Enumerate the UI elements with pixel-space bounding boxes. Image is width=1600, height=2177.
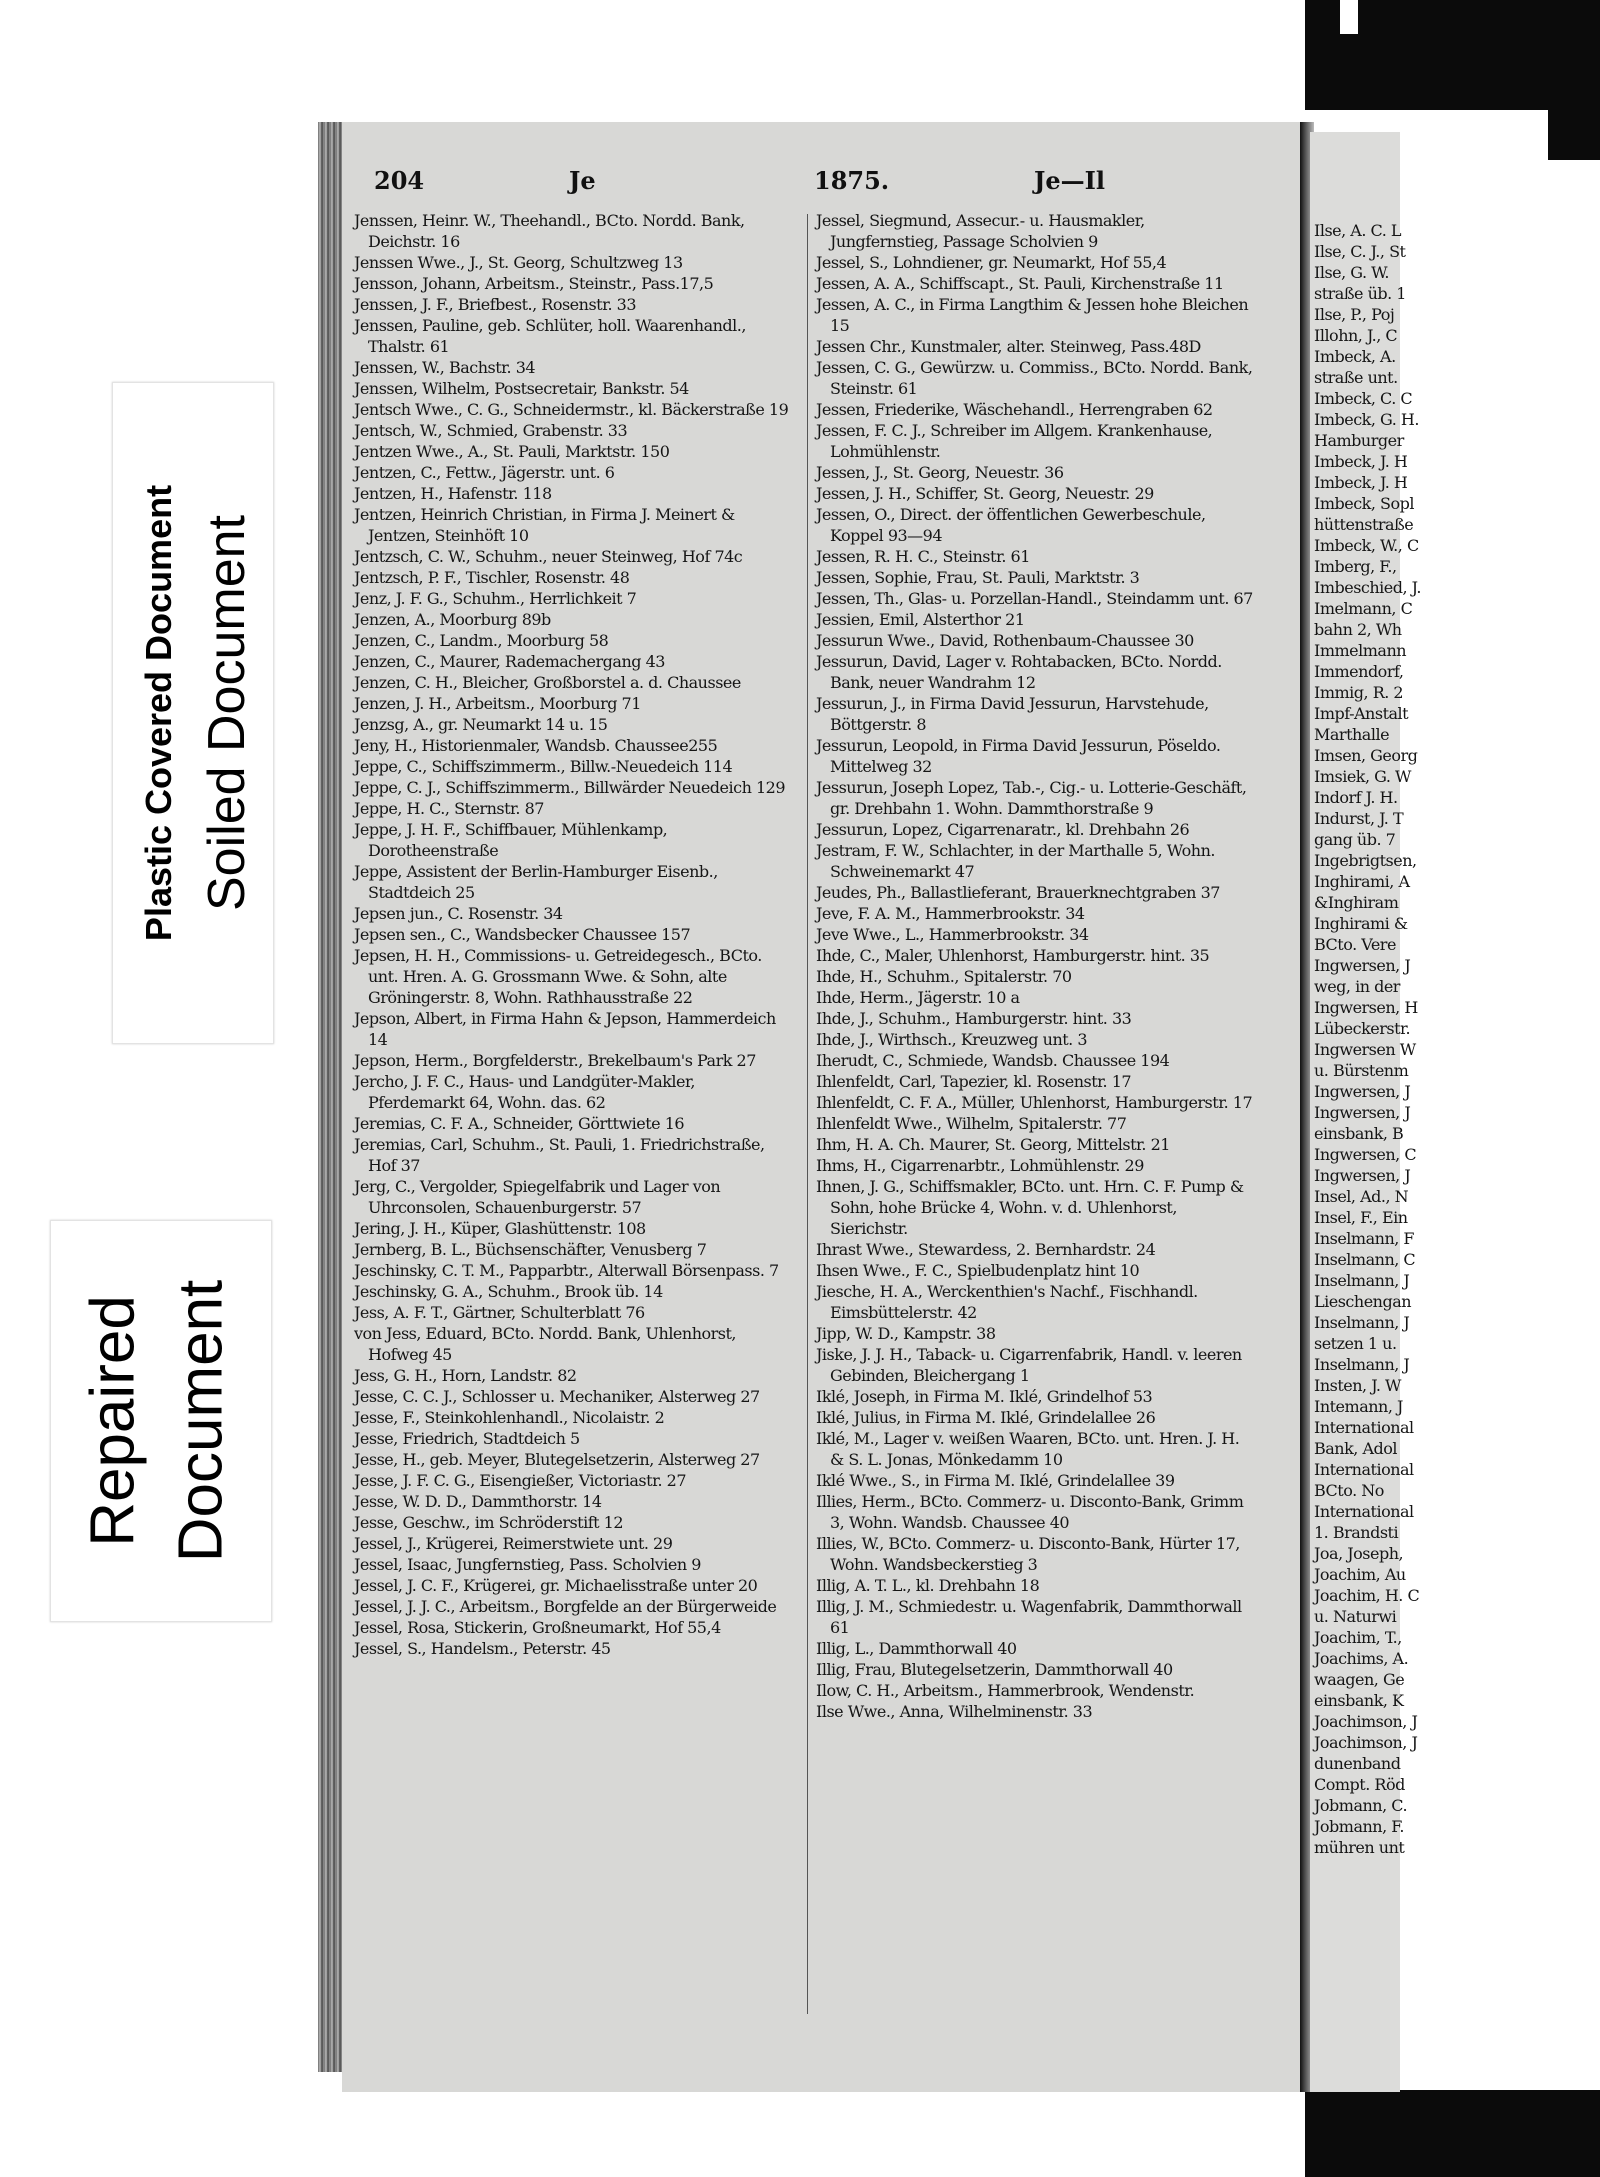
directory-entry: Ihde, C., Maler, Uhlenhorst, Hamburgerstr. hint. 35 bbox=[816, 946, 1210, 965]
directory-entry: Jenssen, Wilhelm, Postsecretair, Bankstr. 54 bbox=[354, 379, 689, 398]
directory-entry: waagen, Ge bbox=[1314, 1670, 1405, 1689]
directory-entry: einsbank, B bbox=[1314, 1124, 1404, 1143]
directory-entry: Imbeck, Sopl bbox=[1314, 494, 1414, 513]
directory-entry: Jepsen, H. H., Commissions- u. Getreidegesch., BCto. unt. Hren. A. G. Grossmann Wwe. & Sohn, alte Gröningerstr. 8, Wohn. Rathhausstraße 22 bbox=[354, 946, 762, 1007]
directory-entry: Lübeckerstr. bbox=[1314, 1019, 1411, 1038]
repaired-label-line1: Repaired bbox=[78, 1295, 148, 1547]
directory-entry: Joachimson, J bbox=[1314, 1712, 1418, 1731]
directory-entry: Ingwersen, J bbox=[1314, 1082, 1411, 1101]
directory-entry: Jessen, F. C. J., Schreiber im Allgem. Krankenhause, Lohmühlenstr. bbox=[816, 421, 1213, 461]
directory-entry: Jessen, J. H., Schiffer, St. Georg, Neuestr. 29 bbox=[816, 484, 1154, 503]
directory-entry: mühren unt bbox=[1314, 1838, 1405, 1857]
directory-entry: setzen 1 u. bbox=[1314, 1334, 1397, 1353]
directory-entry: Jeschinsky, G. A., Schuhm., Brook üb. 14 bbox=[354, 1282, 663, 1301]
directory-entry: Jeppe, C., Schiffszimmerm., Billw.-Neuedeich 114 bbox=[354, 757, 733, 776]
right-key: Je—Il bbox=[1034, 166, 1105, 195]
directory-entry: Jessel, S., Handelsm., Peterstr. 45 bbox=[354, 1639, 611, 1658]
directory-entry: Jessien, Emil, Alsterthor 21 bbox=[816, 610, 1025, 629]
directory-entry: Imbeck, J. H bbox=[1314, 473, 1408, 492]
directory-entry: Inselmann, F bbox=[1314, 1229, 1415, 1248]
directory-entry: Imelmann, C bbox=[1314, 599, 1413, 618]
directory-entry: Ingwersen, J bbox=[1314, 956, 1411, 975]
directory-entry: Imbeck, G. H. bbox=[1314, 410, 1419, 429]
directory-entry: Jessen, Th., Glas- u. Porzellan-Handl., Steindamm unt. 67 bbox=[816, 589, 1253, 608]
directory-entry: Imbeck, A. bbox=[1314, 347, 1396, 366]
directory-entry: Jenz, J. F. G., Schuhm., Herrlichkeit 7 bbox=[354, 589, 637, 608]
directory-entry: Jessen, C. G., Gewürzw. u. Commiss., BCto. Nordd. Bank, Steinstr. 61 bbox=[816, 358, 1253, 398]
directory-entry: Illig, J. M., Schmiedestr. u. Wagenfabrik, Dammthorwall 61 bbox=[816, 1597, 1242, 1637]
directory-entry: Jesse, H., geb. Meyer, Blutegelsetzerin, Alsterweg 27 bbox=[354, 1450, 760, 1469]
directory-entry: Jessel, Rosa, Stickerin, Großneumarkt, Hof 55,4 bbox=[354, 1618, 721, 1637]
directory-entry: Jepson, Albert, in Firma Hahn & Jepson, Hammerdeich 14 bbox=[354, 1009, 776, 1049]
directory-entry: Bank, Adol bbox=[1314, 1439, 1398, 1458]
directory-entry: Insel, F., Ein bbox=[1314, 1208, 1408, 1227]
directory-entry: Jenzen, C., Landm., Moorburg 58 bbox=[354, 631, 609, 650]
directory-entry: Jeny, H., Historienmaler, Wandsb. Chaussee255 bbox=[354, 736, 718, 755]
condition-label-card bbox=[112, 382, 274, 1044]
directory-entry: Intemann, J bbox=[1314, 1397, 1403, 1416]
directory-entry: Jentzen, H., Hafenstr. 118 bbox=[354, 484, 552, 503]
directory-entry: Jering, J. H., Küper, Glashüttenstr. 108 bbox=[354, 1219, 646, 1238]
film-edge-gap bbox=[1340, 0, 1358, 34]
directory-entry: Jentzsch, P. F., Tischler, Rosenstr. 48 bbox=[354, 568, 630, 587]
directory-entry: Jeppe, J. H. F., Schiffbauer, Mühlenkamp, Dorotheenstraße bbox=[354, 820, 668, 860]
directory-entry: Ilse, G. W. bbox=[1314, 263, 1389, 282]
directory-entry: Jentzsch, C. W., Schuhm., neuer Steinweg, Hof 74c bbox=[354, 547, 743, 566]
directory-entry: Ingebrigtsen, bbox=[1314, 851, 1417, 870]
directory-entry: Jobmann, F. bbox=[1314, 1817, 1404, 1836]
directory-entry: Iklé, Joseph, in Firma M. Iklé, Grindelhof 53 bbox=[816, 1387, 1153, 1406]
directory-entry: Jenzen, C., Maurer, Rademachergang 43 bbox=[354, 652, 665, 671]
directory-entry: Ihde, Herm., Jägerstr. 10 a bbox=[816, 988, 1020, 1007]
directory-entry: u. Naturwi bbox=[1314, 1607, 1397, 1626]
directory-entry: Jessen, A. C., in Firma Langthim & Jessen hohe Bleichen 15 bbox=[816, 295, 1249, 335]
directory-entry: Jepsen jun., C. Rosenstr. 34 bbox=[354, 904, 563, 923]
directory-entry: Immendorf, bbox=[1314, 662, 1404, 681]
directory-entry: Jentsch, W., Schmied, Grabenstr. 33 bbox=[354, 421, 628, 440]
directory-entry: Inghirami, A bbox=[1314, 872, 1410, 891]
directory-entry: Ihlenfeldt, Carl, Tapezier, kl. Rosenstr. 17 bbox=[816, 1072, 1132, 1091]
directory-entry: Compt. Röd bbox=[1314, 1775, 1405, 1794]
directory-entry: Jeppe, Assistent der Berlin-Hamburger Eisenb., Stadtdeich 25 bbox=[354, 862, 718, 902]
directory-entry: Jiske, J. J. H., Taback- u. Cigarrenfabrik, Handl. v. leeren Gebinden, Bleichergang 1 bbox=[816, 1345, 1242, 1385]
directory-entry: Joachim, T., bbox=[1314, 1628, 1402, 1647]
directory-entry: Iklé, Julius, in Firma M. Iklé, Grindelallee 26 bbox=[816, 1408, 1156, 1427]
directory-entry: Jesse, C. C. J., Schlosser u. Mechaniker, Alsterweg 27 bbox=[354, 1387, 760, 1406]
directory-entry: Imberg, F., bbox=[1314, 557, 1397, 576]
directory-entry: BCto. No bbox=[1314, 1481, 1384, 1500]
directory-entry: Jeve, F. A. M., Hammerbrookstr. 34 bbox=[816, 904, 1085, 923]
directory-entry: Immig, R. 2 bbox=[1314, 683, 1404, 702]
directory-entry: 1. Brandsti bbox=[1314, 1523, 1399, 1542]
year: 1875. bbox=[814, 166, 890, 195]
directory-entry: Joachim, H. C bbox=[1314, 1586, 1420, 1605]
directory-entry: Jessurun, David, Lager v. Rohtabacken, BCto. Nordd. Bank, neuer Wandrahm 12 bbox=[816, 652, 1222, 692]
directory-entry: Inselmann, J bbox=[1314, 1313, 1410, 1332]
directory-entry: Ihms, H., Cigarrenarbtr., Lohmühlenstr. 29 bbox=[816, 1156, 1144, 1175]
directory-entry: weg, in der bbox=[1314, 977, 1400, 996]
left-column bbox=[354, 210, 794, 2040]
directory-entry: International bbox=[1314, 1502, 1414, 1521]
directory-entry: Jentzen, C., Fettw., Jägerstr. unt. 6 bbox=[354, 463, 615, 482]
directory-entry: Inselmann, J bbox=[1314, 1355, 1410, 1374]
directory-entry: Jessen, A. A., Schiffscapt., St. Pauli, Kirchenstraße 11 bbox=[816, 274, 1224, 293]
directory-entry: hüttenstraße bbox=[1314, 515, 1414, 534]
directory-entry: Jernberg, B. L., Büchsenschäfter, Venusberg 7 bbox=[354, 1240, 707, 1259]
directory-entry: u. Bürstenm bbox=[1314, 1061, 1409, 1080]
directory-entry: Jenssen Wwe., J., St. Georg, Schultzweg 13 bbox=[354, 253, 683, 272]
directory-entry: BCto. Vere bbox=[1314, 935, 1396, 954]
directory-entry: Jenzsg, A., gr. Neumarkt 14 u. 15 bbox=[354, 715, 608, 734]
directory-entry: Jessurun, Lopez, Cigarrenaratr., kl. Drehbahn 26 bbox=[816, 820, 1190, 839]
directory-entry: bahn 2, Wh bbox=[1314, 620, 1402, 639]
directory-entry: Jess, G. H., Horn, Landstr. 82 bbox=[354, 1366, 577, 1385]
directory-entry: Jenzen, J. H., Arbeitsm., Moorburg 71 bbox=[354, 694, 641, 713]
directory-entry: Jessen Chr., Kunstmaler, alter. Steinweg, Pass.48D bbox=[816, 337, 1201, 356]
directory-entry: Illig, A. T. L., kl. Drehbahn 18 bbox=[816, 1576, 1040, 1595]
directory-entry: Jessen, O., Direct. der öffentlichen Gewerbeschule, Koppel 93—94 bbox=[816, 505, 1206, 545]
directory-entry: Jessel, Isaac, Jungfernstieg, Pass. Scholvien 9 bbox=[354, 1555, 701, 1574]
directory-entry: Jeve Wwe., L., Hammerbrookstr. 34 bbox=[816, 925, 1089, 944]
directory-entry: Ihde, H., Schuhm., Spitalerstr. 70 bbox=[816, 967, 1072, 986]
directory-entry: Joachim, Au bbox=[1314, 1565, 1406, 1584]
page-header bbox=[374, 166, 1284, 206]
directory-entry: &Inghiram bbox=[1314, 893, 1399, 912]
directory-entry: Jessurun Wwe., David, Rothenbaum-Chaussee 30 bbox=[816, 631, 1194, 650]
directory-entry: Ingwersen W bbox=[1314, 1040, 1416, 1059]
directory-entry: Jiesche, H. A., Werckenthien's Nachf., Fischhandl. Eimsbüttelerstr. 42 bbox=[816, 1282, 1198, 1322]
directory-entry: Ihnen, J. G., Schiffsmakler, BCto. unt. Hrn. C. F. Pump & Sohn, hohe Brücke 4, Wohn. v. d. Uhlenhorst, Sierichstr. bbox=[816, 1177, 1244, 1238]
directory-entry: straße unt. bbox=[1314, 368, 1398, 387]
directory-entry: Jercho, J. F. C., Haus- und Landgüter-Makler, Pferdemarkt 64, Wohn. das. 62 bbox=[354, 1072, 695, 1112]
directory-entry: Ihde, J., Schuhm., Hamburgerstr. hint. 33 bbox=[816, 1009, 1132, 1028]
directory-entry: Jenzen, C. H., Bleicher, Großborstel a. d. Chaussee bbox=[354, 673, 741, 692]
directory-entry: Jesse, J. F. C. G., Eisengießer, Victoriastr. 27 bbox=[354, 1471, 686, 1490]
repaired-label-line2: Document bbox=[166, 1279, 236, 1563]
directory-entry: Ilse, C. J., St bbox=[1314, 242, 1406, 261]
directory-entry: Illig, Frau, Blutegelsetzerin, Dammthorwall 40 bbox=[816, 1660, 1173, 1679]
page-stack-edge bbox=[318, 122, 342, 2072]
directory-entry: Jessel, J. J. C., Arbeitsm., Borgfelde an der Bürgerweide bbox=[354, 1597, 777, 1616]
directory-entry: International bbox=[1314, 1460, 1414, 1479]
directory-entry: Jepsen sen., C., Wandsbecker Chaussee 157 bbox=[354, 925, 691, 944]
directory-entry: Imsen, Georg bbox=[1314, 746, 1418, 765]
repaired-label-card bbox=[50, 1220, 272, 1622]
directory-entry: Jessurun, Joseph Lopez, Tab.-, Cig.- u. Lotterie-Geschäft, gr. Drehbahn 1. Wohn. Dammthorstraße 9 bbox=[816, 778, 1247, 818]
page-number: 204 bbox=[374, 166, 425, 195]
directory-entry: Jess, A. F. T., Gärtner, Schulterblatt 76 bbox=[354, 1303, 645, 1322]
directory-entry: Jenzen, A., Moorburg 89b bbox=[354, 610, 551, 629]
directory-entry: Lieschengan bbox=[1314, 1292, 1412, 1311]
directory-page bbox=[342, 122, 1310, 2092]
directory-entry: Imbeck, J. H bbox=[1314, 452, 1408, 471]
directory-entry: Jeremias, C. F. A., Schneider, Görttwiete 16 bbox=[354, 1114, 685, 1133]
directory-entry: Jensson, Johann, Arbeitsm., Steinstr., Pass.17,5 bbox=[354, 274, 714, 293]
directory-entry: Jepson, Herm., Borgfelderstr., Brekelbaum's Park 27 bbox=[354, 1051, 756, 1070]
directory-entry: Jessurun, Leopold, in Firma David Jessurun, Pöseldo. Mittelweg 32 bbox=[816, 736, 1221, 776]
directory-entry: Immelmann bbox=[1314, 641, 1407, 660]
directory-entry: Imbeck, W., C bbox=[1314, 536, 1419, 555]
directory-entry: Ihm, H. A. Ch. Maurer, St. Georg, Mittelstr. 21 bbox=[816, 1135, 1170, 1154]
directory-entry: Jenssen, J. F., Briefbest., Rosenstr. 33 bbox=[354, 295, 637, 314]
directory-entry: Jentsch Wwe., C. G., Schneidermstr., kl. Bäckerstraße 19 bbox=[354, 400, 789, 419]
directory-entry: Jenssen, W., Bachstr. 34 bbox=[354, 358, 536, 377]
directory-entry: Imsiek, G. W bbox=[1314, 767, 1411, 786]
directory-entry: Marthalle bbox=[1314, 725, 1390, 744]
directory-entry: Iklé Wwe., S., in Firma M. Iklé, Grindelallee 39 bbox=[816, 1471, 1175, 1490]
directory-entry: Iklé, M., Lager v. weißen Waaren, BCto. unt. Hren. J. H. & S. L. Jonas, Mönkedamm 10 bbox=[816, 1429, 1240, 1469]
directory-entry: Inselmann, J bbox=[1314, 1271, 1410, 1290]
plastic-covered-label: Plastic Covered Document bbox=[138, 484, 179, 942]
directory-entry: Indorf J. H. bbox=[1314, 788, 1398, 807]
directory-entry: Ingwersen, H bbox=[1314, 998, 1418, 1017]
directory-entry: Inghirami & bbox=[1314, 914, 1408, 933]
left-key: Je bbox=[569, 166, 596, 195]
directory-entry: Jentzen Wwe., A., St. Pauli, Marktstr. 150 bbox=[354, 442, 670, 461]
directory-entry: Joachims, A. bbox=[1314, 1649, 1409, 1668]
directory-entry: Ilse, A. C. L bbox=[1314, 221, 1401, 240]
directory-entry: Jesse, W. D. D., Dammthorstr. 14 bbox=[354, 1492, 602, 1511]
directory-entry: Jenssen, Pauline, geb. Schlüter, holl. Waarenhandl., Thalstr. 61 bbox=[354, 316, 746, 356]
directory-entry: Illig, L., Dammthorwall 40 bbox=[816, 1639, 1017, 1658]
directory-entry: Insten, J. W bbox=[1314, 1376, 1401, 1395]
directory-entry: Imbeschied, J. bbox=[1314, 578, 1421, 597]
directory-entry: Jessel, S., Lohndiener, gr. Neumarkt, Hof 55,4 bbox=[816, 253, 1167, 272]
directory-entry: Jobmann, C. bbox=[1314, 1796, 1408, 1815]
directory-entry: Ingwersen, J bbox=[1314, 1103, 1411, 1122]
directory-entry: Jeremias, Carl, Schuhm., St. Pauli, 1. Friedrichstraße, Hof 37 bbox=[354, 1135, 765, 1175]
film-edge-right bbox=[1548, 40, 1600, 160]
directory-entry: International bbox=[1314, 1418, 1414, 1437]
book-spread bbox=[300, 122, 1421, 2092]
directory-entry: Jesse, F., Steinkohlenhandl., Nicolaistr. 2 bbox=[354, 1408, 665, 1427]
directory-entry: Jeudes, Ph., Ballastlieferant, Brauerknechtgraben 37 bbox=[816, 883, 1220, 902]
directory-entry: Illies, W., BCto. Commerz- u. Disconto-Bank, Hürter 17, Wohn. Wandsbeckerstieg 3 bbox=[816, 1534, 1240, 1574]
directory-entry: Ihrast Wwe., Stewardess, 2. Bernhardstr. 24 bbox=[816, 1240, 1156, 1259]
directory-entry: Jessel, J., Krügerei, Reimerstwiete unt. 29 bbox=[354, 1534, 673, 1553]
directory-entry: Jesse, Geschw., im Schröderstift 12 bbox=[354, 1513, 624, 1532]
directory-entry: Jessen, Sophie, Frau, St. Pauli, Marktstr. 3 bbox=[816, 568, 1140, 587]
right-column bbox=[816, 210, 1256, 2040]
directory-entry: Jipp, W. D., Kampstr. 38 bbox=[816, 1324, 996, 1343]
directory-entry: Insel, Ad., N bbox=[1314, 1187, 1409, 1206]
directory-entry: Ilow, C. H., Arbeitsm., Hammerbrook, Wendenstr. bbox=[816, 1681, 1195, 1700]
directory-entry: Jentzen, Heinrich Christian, in Firma J. Meinert & Jentzen, Steinhöft 10 bbox=[354, 505, 735, 545]
directory-entry: Joachimson, J bbox=[1314, 1733, 1418, 1752]
directory-entry: Inselmann, C bbox=[1314, 1250, 1416, 1269]
next-page-fragment bbox=[1310, 132, 1421, 2092]
directory-entry: straße üb. 1 bbox=[1314, 284, 1406, 303]
directory-entry: Jestram, F. W., Schlachter, in der Marthalle 5, Wohn. Schweinemarkt 47 bbox=[816, 841, 1215, 881]
directory-entry: Ilse Wwe., Anna, Wilhelminenstr. 33 bbox=[816, 1702, 1093, 1721]
directory-entry: Jeppe, H. C., Sternstr. 87 bbox=[354, 799, 544, 818]
directory-entry: Ingwersen, C bbox=[1314, 1145, 1417, 1164]
directory-entry: Jesse, Friedrich, Stadtdeich 5 bbox=[354, 1429, 580, 1448]
directory-entry: von Jess, Eduard, BCto. Nordd. Bank, Uhlenhorst, Hofweg 45 bbox=[354, 1324, 737, 1364]
directory-entry: Indurst, J. T bbox=[1314, 809, 1404, 828]
directory-entry: einsbank, K bbox=[1314, 1691, 1404, 1710]
directory-entry: gang üb. 7 bbox=[1314, 830, 1396, 849]
directory-entry: Imbeck, C. C bbox=[1314, 389, 1413, 408]
directory-entry: Illohn, J., C bbox=[1314, 326, 1398, 345]
directory-entry: Ingwersen, J bbox=[1314, 1166, 1411, 1185]
directory-entry: Jeschinsky, C. T. M., Papparbtr., Alterwall Börsenpass. 7 bbox=[354, 1261, 779, 1280]
directory-entry: Illies, Herm., BCto. Commerz- u. Disconto-Bank, Grimm 3, Wohn. Wandsb. Chaussee 40 bbox=[816, 1492, 1244, 1532]
directory-entry: Jessen, Friederike, Wäschehandl., Herrengraben 62 bbox=[816, 400, 1213, 419]
next-page-column bbox=[1314, 220, 1421, 1858]
directory-entry: Ihde, J., Wirthsch., Kreuzweg unt. 3 bbox=[816, 1030, 1088, 1049]
directory-entry: Ihlenfeldt, C. F. A., Müller, Uhlenhorst, Hamburgerstr. 17 bbox=[816, 1093, 1253, 1112]
soiled-label: Soiled Document bbox=[198, 515, 256, 911]
directory-entry: Jessurun, J., in Firma David Jessurun, Harvstehude, Böttgerstr. 8 bbox=[816, 694, 1209, 734]
directory-entry: Jessen, R. H. C., Steinstr. 61 bbox=[816, 547, 1030, 566]
directory-entry: Ihsen Wwe., F. C., Spielbudenplatz hint 10 bbox=[816, 1261, 1140, 1280]
directory-entry: Jessen, J., St. Georg, Neuestr. 36 bbox=[816, 463, 1064, 482]
directory-entry: Jessel, J. C. F., Krügerei, gr. Michaelisstraße unter 20 bbox=[354, 1576, 758, 1595]
directory-entry: Impf-Anstalt bbox=[1314, 704, 1409, 723]
directory-entry: Joa, Joseph, bbox=[1314, 1544, 1404, 1563]
directory-entry: Hamburger bbox=[1314, 431, 1404, 450]
directory-entry: Jessel, Siegmund, Assecur.- u. Hausmakler, Jungfernstieg, Passage Scholvien 9 bbox=[816, 211, 1145, 251]
directory-entry: Jenssen, Heinr. W., Theehandl., BCto. Nordd. Bank, Deichstr. 16 bbox=[354, 211, 745, 251]
directory-entry: Jeppe, C. J., Schiffszimmerm., Billwärder Neuedeich 129 bbox=[354, 778, 786, 797]
directory-entry: Ilse, P., Poj bbox=[1314, 305, 1395, 324]
directory-entry: Ihlenfeldt Wwe., Wilhelm, Spitalerstr. 77 bbox=[816, 1114, 1127, 1133]
directory-entry: Iherudt, C., Schmiede, Wandsb. Chaussee 194 bbox=[816, 1051, 1170, 1070]
column-divider bbox=[807, 214, 808, 2014]
directory-entry: Jerg, C., Vergolder, Spiegelfabrik und Lager von Uhrconsolen, Schauenburgerstr. 57 bbox=[354, 1177, 721, 1217]
directory-entry: dunenband bbox=[1314, 1754, 1401, 1773]
